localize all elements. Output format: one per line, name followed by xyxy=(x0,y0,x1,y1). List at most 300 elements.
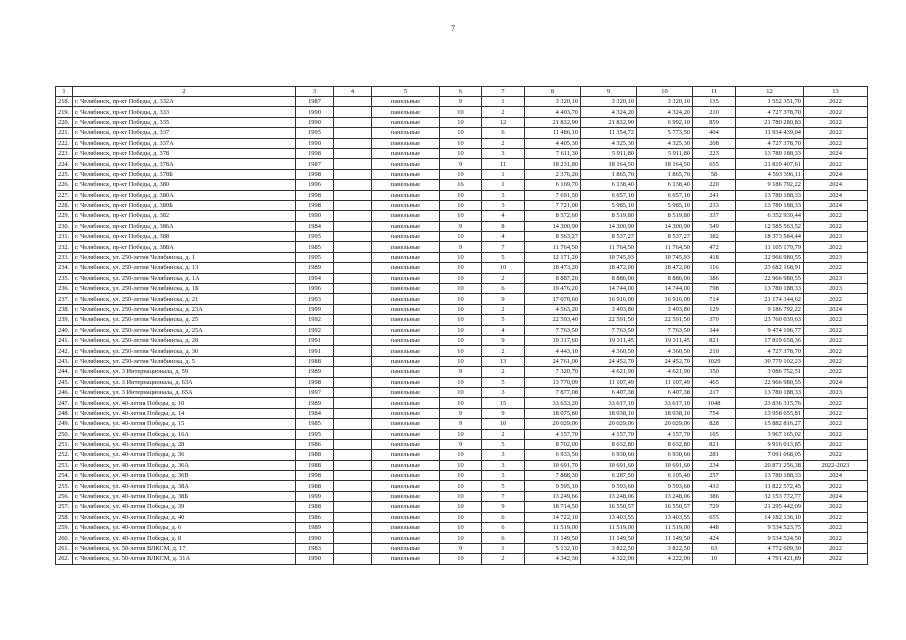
cell-residents: 448 xyxy=(693,523,736,533)
cell-residents: 386 xyxy=(693,491,736,501)
cell-build-year: 1999 xyxy=(296,304,334,314)
cell-col-4 xyxy=(334,554,372,564)
cell-plan-year: 2022 xyxy=(804,356,868,366)
cell-row-number: 262. xyxy=(56,554,73,564)
cell-area-residential: 33 617,10 xyxy=(637,398,693,408)
cell-total-area: 11 764,50 xyxy=(525,242,581,252)
cell-wall-material: панельные xyxy=(372,221,440,231)
cell-plan-year: 2022 xyxy=(804,335,868,345)
cell-wall-material: панельные xyxy=(372,512,440,522)
cell-plan-year: 2024 xyxy=(804,471,868,481)
cell-entrances: 3 xyxy=(482,200,525,210)
cell-build-year: 1988 xyxy=(296,460,334,470)
cell-residents: 241 xyxy=(693,190,736,200)
cell-area-residential: 4 360,50 xyxy=(637,346,693,356)
cell-entrances: 13 xyxy=(482,356,525,366)
cell-plan-year: 2024 xyxy=(804,190,868,200)
cell-residents: 234 xyxy=(693,460,736,470)
cell-residents: 63 xyxy=(693,543,736,553)
cell-cost: 11 105 179,79 xyxy=(736,242,804,252)
cell-area-residential: 4 157,70 xyxy=(637,429,693,439)
cell-col-4 xyxy=(334,273,372,283)
table-row xyxy=(56,169,868,179)
cell-wall-material: панельные xyxy=(372,387,440,397)
cell-area-residential: 19 311,45 xyxy=(637,335,693,345)
cell-address: г. Челябинск, ул. 250-летия Челябинска, д. 23А xyxy=(73,304,296,314)
cell-row-number: 247. xyxy=(56,398,73,408)
cell-plan-year: 2022 xyxy=(804,128,868,138)
table-row xyxy=(56,304,868,314)
cell-build-year: 1993 xyxy=(296,294,334,304)
cell-col-4 xyxy=(334,180,372,190)
cell-cost: 22 966 980,55 xyxy=(736,252,804,262)
cell-floors: 10 xyxy=(440,138,482,148)
cell-plan-year: 2022 xyxy=(804,315,868,325)
cell-build-year: 1987 xyxy=(296,159,334,169)
cell-address: г. Челябинск, ул. 40-летия Победы, д. 28 xyxy=(73,439,296,449)
cell-wall-material: панельные xyxy=(372,252,440,262)
cell-build-year: 1996 xyxy=(296,180,334,190)
cell-build-year: 1998 xyxy=(296,471,334,481)
cell-floors: 10 xyxy=(440,232,482,242)
table-row xyxy=(56,439,868,449)
cell-wall-material: панельные xyxy=(372,148,440,158)
cell-build-year: 1985 xyxy=(296,242,334,252)
cell-wall-material: панельные xyxy=(372,273,440,283)
cell-cost: 4 727 378,70 xyxy=(736,138,804,148)
cell-area-residential: 6 992,10 xyxy=(637,117,693,127)
cell-col-4 xyxy=(334,481,372,491)
cell-build-year: 1988 xyxy=(296,481,334,491)
column-header-10: 10 xyxy=(637,87,693,97)
cell-area-residential: 10 691,60 xyxy=(637,460,693,470)
cell-row-number: 256. xyxy=(56,491,73,501)
cell-floors: 9 xyxy=(440,159,482,169)
cell-wall-material: панельные xyxy=(372,97,440,107)
cell-wall-material: панельные xyxy=(372,284,440,294)
cell-total-area: 13 249,66 xyxy=(525,491,581,501)
cell-address: г. Челябинск, пр-кт Победы, д. 333 xyxy=(73,107,296,117)
cell-cost: 18 373 584,44 xyxy=(736,232,804,242)
cell-cost: 13 780 188,33 xyxy=(736,200,804,210)
cell-plan-year: 2024 xyxy=(804,200,868,210)
cell-col-4 xyxy=(334,159,372,169)
cell-living-area: 16 916,00 xyxy=(581,294,637,304)
cell-address: г. Челябинск, ул. 40-летия Победы, д. 14 xyxy=(73,408,296,418)
cell-entrances: 7 xyxy=(482,491,525,501)
cell-plan-year: 2023 xyxy=(804,252,868,262)
cell-entrances: 2 xyxy=(482,107,525,117)
page-number: 7 xyxy=(451,24,455,33)
cell-residents: 370 xyxy=(693,315,736,325)
cell-row-number: 235. xyxy=(56,273,73,283)
cell-floors: 10 xyxy=(440,304,482,314)
table-row xyxy=(56,232,868,242)
cell-entrances: 9 xyxy=(482,294,525,304)
cell-col-4 xyxy=(334,211,372,221)
cell-total-area: 6 169,70 xyxy=(525,180,581,190)
cell-total-area: 18 473,20 xyxy=(525,263,581,273)
cell-build-year: 1995 xyxy=(296,128,334,138)
cell-floors: 10 xyxy=(440,387,482,397)
cell-address: г. Челябинск, ул. 250-летия Челябинска, д. 13 xyxy=(73,263,296,273)
cell-entrances: 5 xyxy=(482,377,525,387)
cell-cost: 11 934 439,04 xyxy=(736,128,804,138)
cell-address: г. Челябинск, пр-кт Победы, д. 382 xyxy=(73,211,296,221)
cell-row-number: 246. xyxy=(56,387,73,397)
cell-residents: 217 xyxy=(693,387,736,397)
table-row xyxy=(56,159,868,169)
table-row xyxy=(56,315,868,325)
cell-cost: 22 966 980,55 xyxy=(736,377,804,387)
cell-row-number: 226. xyxy=(56,180,73,190)
cell-area-residential: 18 038,10 xyxy=(637,408,693,418)
cell-address: г. Челябинск, ул. 40-летия Победы, д. 15 xyxy=(73,419,296,429)
cell-plan-year: 2022 xyxy=(804,450,868,460)
cell-floors: 10 xyxy=(440,117,482,127)
cell-col-4 xyxy=(334,408,372,418)
cell-cost: 6 352 939,44 xyxy=(736,211,804,221)
cell-row-number: 230. xyxy=(56,221,73,231)
cell-plan-year: 2024 xyxy=(804,377,868,387)
cell-total-area: 13 770,09 xyxy=(525,377,581,387)
cell-cost: 14 182 136,10 xyxy=(736,512,804,522)
cell-row-number: 249. xyxy=(56,419,73,429)
cell-entrances: 1 xyxy=(482,543,525,553)
cell-plan-year: 2024 xyxy=(804,304,868,314)
cell-wall-material: панельные xyxy=(372,502,440,512)
cell-total-area: 11 486,10 xyxy=(525,128,581,138)
cell-address: г. Челябинск, ул. 50-летия ВЛКСМ, д. 31А xyxy=(73,554,296,564)
cell-floors: 10 xyxy=(440,148,482,158)
cell-build-year: 1992 xyxy=(296,315,334,325)
table-row xyxy=(56,523,868,533)
cell-row-number: 221. xyxy=(56,128,73,138)
cell-living-area: 6 407,38 xyxy=(581,387,637,397)
cell-row-number: 229. xyxy=(56,211,73,221)
cell-living-area: 4 360,50 xyxy=(581,346,637,356)
cell-total-area: 19 476,20 xyxy=(525,284,581,294)
cell-plan-year: 2022 xyxy=(804,221,868,231)
cell-cost: 9 474 196,77 xyxy=(736,325,804,335)
cell-residents: 424 xyxy=(693,533,736,543)
table-row xyxy=(56,491,868,501)
column-header-9: 9 xyxy=(581,87,637,97)
cell-floors: 9 xyxy=(440,97,482,107)
cell-entrances: 7 xyxy=(482,242,525,252)
cell-area-residential: 22 591,50 xyxy=(637,315,693,325)
cell-entrances: 10 xyxy=(482,419,525,429)
table-row xyxy=(56,97,868,107)
cell-col-4 xyxy=(334,450,372,460)
cell-row-number: 224. xyxy=(56,159,73,169)
cell-entrances: 5 xyxy=(482,439,525,449)
cell-total-area: 18 075,80 xyxy=(525,408,581,418)
table-row xyxy=(56,148,868,158)
cell-living-area: 10 745,93 xyxy=(581,252,637,262)
table-row xyxy=(56,481,868,491)
cell-address: г. Челябинск, ул. 250-летия Челябинска, д. 25 xyxy=(73,315,296,325)
cell-living-area: 1 865,70 xyxy=(581,169,637,179)
cell-floors: 10 xyxy=(440,200,482,210)
cell-cost: 4 772 609,30 xyxy=(736,543,804,553)
cell-entrances: 4 xyxy=(482,232,525,242)
cell-residents: 472 xyxy=(693,242,736,252)
cell-address: г. Челябинск, пр-кт Победы, д. 337 xyxy=(73,128,296,138)
cell-total-area: 7 888,30 xyxy=(525,471,581,481)
cell-entrances: 3 xyxy=(482,460,525,470)
cell-col-4 xyxy=(334,169,372,179)
cell-col-4 xyxy=(334,325,372,335)
cell-col-4 xyxy=(334,543,372,553)
cell-entrances: 6 xyxy=(482,512,525,522)
cell-col-4 xyxy=(334,200,372,210)
cell-col-4 xyxy=(334,242,372,252)
table-row xyxy=(56,284,868,294)
cell-entrances: 4 xyxy=(482,325,525,335)
cell-plan-year: 2022 xyxy=(804,159,868,169)
cell-entrances: 8 xyxy=(482,221,525,231)
cell-area-residential: 6 105,40 xyxy=(637,471,693,481)
table-row xyxy=(56,273,868,283)
cell-wall-material: панельные xyxy=(372,346,440,356)
cell-build-year: 1992 xyxy=(296,325,334,335)
table-row xyxy=(56,502,868,512)
cell-row-number: 258. xyxy=(56,512,73,522)
cell-col-4 xyxy=(334,221,372,231)
cell-living-area: 3 822,50 xyxy=(581,543,637,553)
cell-floors: 9 xyxy=(440,543,482,553)
cell-living-area: 13 248,06 xyxy=(581,491,637,501)
table-row xyxy=(56,533,868,543)
cell-plan-year: 2022 xyxy=(804,543,868,553)
cell-total-area: 14 300,90 xyxy=(525,221,581,231)
column-header-12: 12 xyxy=(736,87,804,97)
cell-row-number: 227. xyxy=(56,190,73,200)
cell-floors: 9 xyxy=(440,367,482,377)
cell-area-residential: 18 164,50 xyxy=(637,159,693,169)
cell-address: г. Челябинск, пр-кт Победы, д. 380А xyxy=(73,190,296,200)
cell-residents: 220 xyxy=(693,180,736,190)
cell-plan-year: 2022 xyxy=(804,523,868,533)
cell-entrances: 10 xyxy=(482,263,525,273)
cell-col-4 xyxy=(334,232,372,242)
cell-build-year: 1989 xyxy=(296,263,334,273)
column-header-7: 7 xyxy=(482,87,525,97)
cell-area-residential: 4 325,30 xyxy=(637,138,693,148)
cell-row-number: 260. xyxy=(56,533,73,543)
cell-wall-material: панельные xyxy=(372,128,440,138)
cell-cost: 20 871 256,38 xyxy=(736,460,804,470)
cell-entrances: 1 xyxy=(482,169,525,179)
table-row xyxy=(56,450,868,460)
cell-col-4 xyxy=(334,502,372,512)
cell-plan-year: 2022 xyxy=(804,346,868,356)
cell-plan-year: 2022 xyxy=(804,367,868,377)
cell-cost: 21 780 280,83 xyxy=(736,117,804,127)
cell-cost: 4 593 396,11 xyxy=(736,169,804,179)
cell-build-year: 1988 xyxy=(296,450,334,460)
cell-cost: 13 780 188,33 xyxy=(736,471,804,481)
cell-entrances: 9 xyxy=(482,335,525,345)
cell-cost: 11 822 572,45 xyxy=(736,481,804,491)
cell-wall-material: панельные xyxy=(372,450,440,460)
cell-entrances: 3 xyxy=(482,387,525,397)
cell-area-residential: 3 493,80 xyxy=(637,304,693,314)
cell-plan-year: 2022 xyxy=(804,117,868,127)
cell-col-4 xyxy=(334,377,372,387)
cell-living-area: 11 149,50 xyxy=(581,533,637,543)
cell-cost: 17 819 658,36 xyxy=(736,335,804,345)
cell-build-year: 1988 xyxy=(296,502,334,512)
cell-plan-year: 2022 xyxy=(804,502,868,512)
cell-area-residential: 4 324,20 xyxy=(637,107,693,117)
cell-floors: 10 xyxy=(440,502,482,512)
cell-wall-material: панельные xyxy=(372,169,440,179)
cell-address: г. Челябинск, ул. 250-летия Челябинска, д. 28 xyxy=(73,335,296,345)
cell-build-year: 1989 xyxy=(296,398,334,408)
cell-build-year: 1995 xyxy=(296,232,334,242)
cell-total-area: 8 887,20 xyxy=(525,273,581,283)
cell-living-area: 21 832,90 xyxy=(581,117,637,127)
cell-living-area: 10 691,60 xyxy=(581,460,637,470)
cell-address: г. Челябинск, ул. 3 Интернационала, д. 59 xyxy=(73,367,296,377)
cell-residents: 210 xyxy=(693,346,736,356)
cell-area-residential: 16 916,00 xyxy=(637,294,693,304)
table-row xyxy=(56,180,868,190)
cell-floors: 9 xyxy=(440,242,482,252)
cell-floors: 10 xyxy=(440,263,482,273)
cell-col-4 xyxy=(334,107,372,117)
cell-row-number: 255. xyxy=(56,481,73,491)
cell-total-area: 5 132,10 xyxy=(525,543,581,553)
cell-floors: 10 xyxy=(440,512,482,522)
cell-living-area: 4 621,90 xyxy=(581,367,637,377)
cell-row-number: 232. xyxy=(56,242,73,252)
cell-residents: 714 xyxy=(693,294,736,304)
cell-residents: 798 xyxy=(693,284,736,294)
cell-floors: 9 xyxy=(440,408,482,418)
cell-cost: 32 153 772,77 xyxy=(736,491,804,501)
cell-floors: 10 xyxy=(440,325,482,335)
table-row xyxy=(56,398,868,408)
cell-entrances: 1 xyxy=(482,97,525,107)
cell-wall-material: панельные xyxy=(372,335,440,345)
cell-cost: 9 186 792,22 xyxy=(736,180,804,190)
cell-residents: 433 xyxy=(693,481,736,491)
cell-area-residential: 10 745,93 xyxy=(637,252,693,262)
cell-residents: 821 xyxy=(693,335,736,345)
cell-entrances: 11 xyxy=(482,159,525,169)
table-row xyxy=(56,408,868,418)
cell-row-number: 243. xyxy=(56,356,73,366)
cell-row-number: 244. xyxy=(56,367,73,377)
cell-living-area: 18 472,00 xyxy=(581,263,637,273)
cell-residents: 655 xyxy=(693,512,736,522)
cell-address: г. Челябинск, пр-кт Победы, д. 388 xyxy=(73,232,296,242)
cell-cost: 23 682 168,91 xyxy=(736,263,804,273)
cell-row-number: 228. xyxy=(56,200,73,210)
cell-residents: 549 xyxy=(693,221,736,231)
column-header-2: 2 xyxy=(73,87,296,97)
cell-row-number: 245. xyxy=(56,377,73,387)
cell-row-number: 234. xyxy=(56,263,73,273)
cell-build-year: 1994 xyxy=(296,273,334,283)
table-row xyxy=(56,429,868,439)
cell-total-area: 11 519,00 xyxy=(525,523,581,533)
cell-build-year: 1986 xyxy=(296,512,334,522)
cell-total-area: 22 593,40 xyxy=(525,315,581,325)
cell-plan-year: 2022 xyxy=(804,419,868,429)
cell-living-area: 14 300,90 xyxy=(581,221,637,231)
cell-total-area: 4 405,30 xyxy=(525,138,581,148)
cell-wall-material: панельные xyxy=(372,439,440,449)
cell-plan-year: 2022 xyxy=(804,398,868,408)
cell-floors: 10 xyxy=(440,252,482,262)
table-row xyxy=(56,387,868,397)
cell-plan-year: 2022 xyxy=(804,138,868,148)
cell-total-area: 7 320,70 xyxy=(525,367,581,377)
cell-row-number: 231. xyxy=(56,232,73,242)
cell-address: г. Челябинск, ул. 3 Интернационала, д. 65А xyxy=(73,387,296,397)
cell-entrances: 9 xyxy=(482,502,525,512)
cell-entrances: 3 xyxy=(482,190,525,200)
cell-residents: 337 xyxy=(693,211,736,221)
cell-wall-material: панельные xyxy=(372,367,440,377)
cell-wall-material: панельные xyxy=(372,325,440,335)
cell-floors: 10 xyxy=(440,450,482,460)
table-row xyxy=(56,471,868,481)
cell-build-year: 1998 xyxy=(296,377,334,387)
cell-floors: 10 xyxy=(440,471,482,481)
cell-floors: 10 xyxy=(440,294,482,304)
cell-address: г. Челябинск, ул. 40-летия Победы, д. 8 xyxy=(73,533,296,543)
cell-col-4 xyxy=(334,523,372,533)
cell-cost: 23 760 039,63 xyxy=(736,315,804,325)
cell-row-number: 240. xyxy=(56,325,73,335)
cell-build-year: 1991 xyxy=(296,335,334,345)
cell-residents: 116 xyxy=(693,263,736,273)
cell-plan-year: 2022 xyxy=(804,512,868,522)
cell-total-area: 6 933,50 xyxy=(525,450,581,460)
cell-total-area: 7 721,00 xyxy=(525,200,581,210)
cell-residents: 404 xyxy=(693,128,736,138)
cell-wall-material: панельные xyxy=(372,533,440,543)
cell-build-year: 1990 xyxy=(296,138,334,148)
cell-row-number: 238. xyxy=(56,304,73,314)
cell-col-4 xyxy=(334,138,372,148)
cell-area-residential: 3 320,10 xyxy=(637,97,693,107)
cell-area-residential: 5 911,80 xyxy=(637,148,693,158)
cell-row-number: 254. xyxy=(56,471,73,481)
cell-build-year: 1995 xyxy=(296,252,334,262)
cell-row-number: 225. xyxy=(56,169,73,179)
column-header-1: 1 xyxy=(56,87,73,97)
cell-wall-material: панельные xyxy=(372,242,440,252)
cell-build-year: 1990 xyxy=(296,117,334,127)
cell-entrances: 2 xyxy=(482,273,525,283)
cell-wall-material: панельные xyxy=(372,180,440,190)
cell-area-residential: 11 519,00 xyxy=(637,523,693,533)
cell-cost: 15 882 816,27 xyxy=(736,419,804,429)
cell-col-4 xyxy=(334,471,372,481)
cell-area-residential: 11 107,49 xyxy=(637,377,693,387)
cell-build-year: 1998 xyxy=(296,148,334,158)
table-row xyxy=(56,346,868,356)
cell-residents: 281 xyxy=(693,450,736,460)
cell-plan-year: 2022-2023 xyxy=(804,460,868,470)
cell-row-number: 239. xyxy=(56,315,73,325)
